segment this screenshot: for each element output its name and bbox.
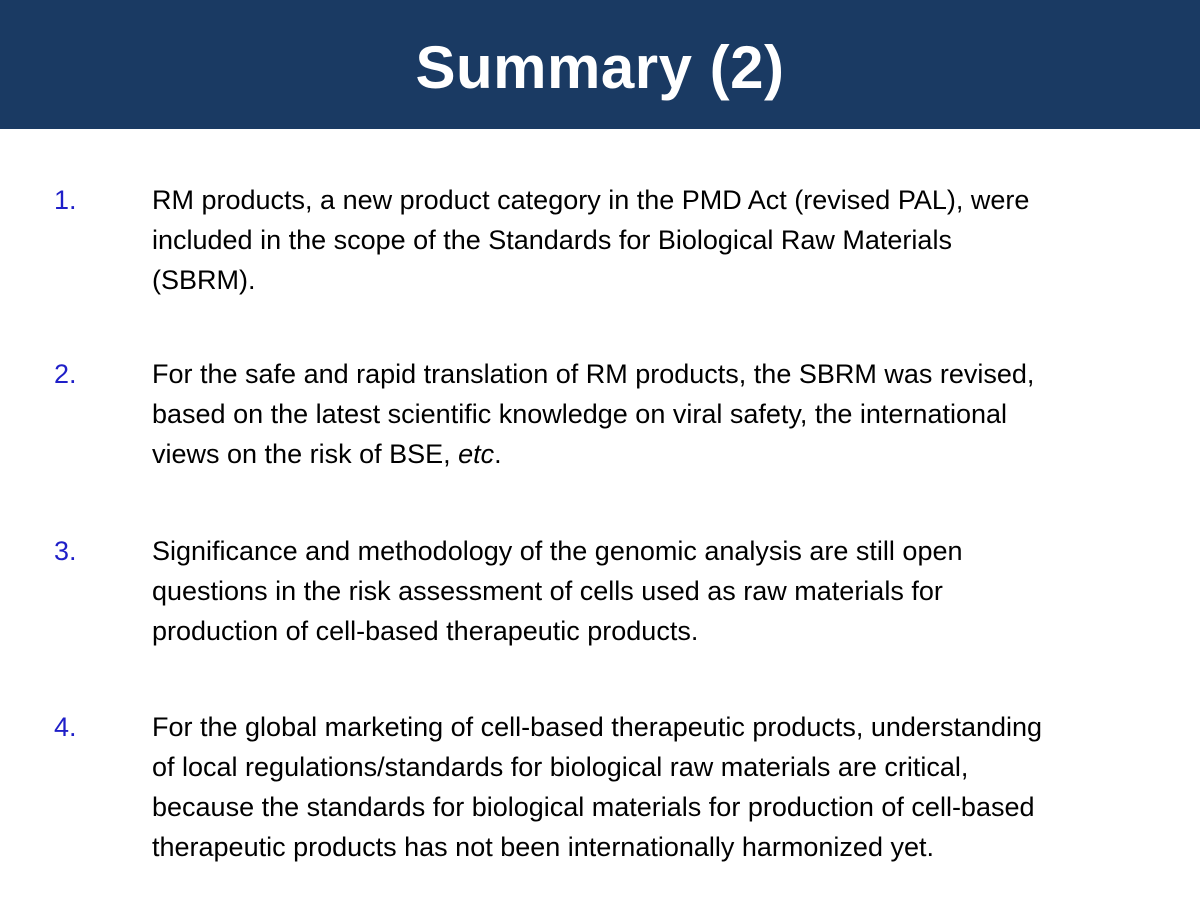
list-number: 2. <box>54 359 77 389</box>
list-item-text-italic: etc <box>458 439 495 469</box>
list-item-text: Significance and methodology of the genomic analysis are still open questions in the risk assessment of cells used as raw materials for production of cell-based therapeutic products. <box>152 536 963 646</box>
list-number: 1. <box>54 185 77 215</box>
list-item-text-main: For the safe and rapid translation of RM products, the SBRM was revised, based on the latest scientific knowledge on viral safety, the international views on the risk of BSE, <box>152 359 1035 469</box>
slide-title: Summary (2) <box>415 33 785 101</box>
list-item-text: For the global marketing of cell-based therapeutic products, understanding of local regulations/standards for biological raw materials are critical, because the standards for biological materials for production of cell-based therapeutic products has not been internationally harmonized yet. <box>152 712 1043 862</box>
list-item-text <box>152 354 1182 474</box>
list-item-text: RM products, a new product category in the PMD Act (revised PAL), were included in the scope of the Standards for Biological Raw Materials (SBRM). <box>152 185 1030 295</box>
list-number: 3. <box>54 536 77 566</box>
list-item-text-end: . <box>494 439 502 469</box>
list-number: 4. <box>54 712 77 742</box>
